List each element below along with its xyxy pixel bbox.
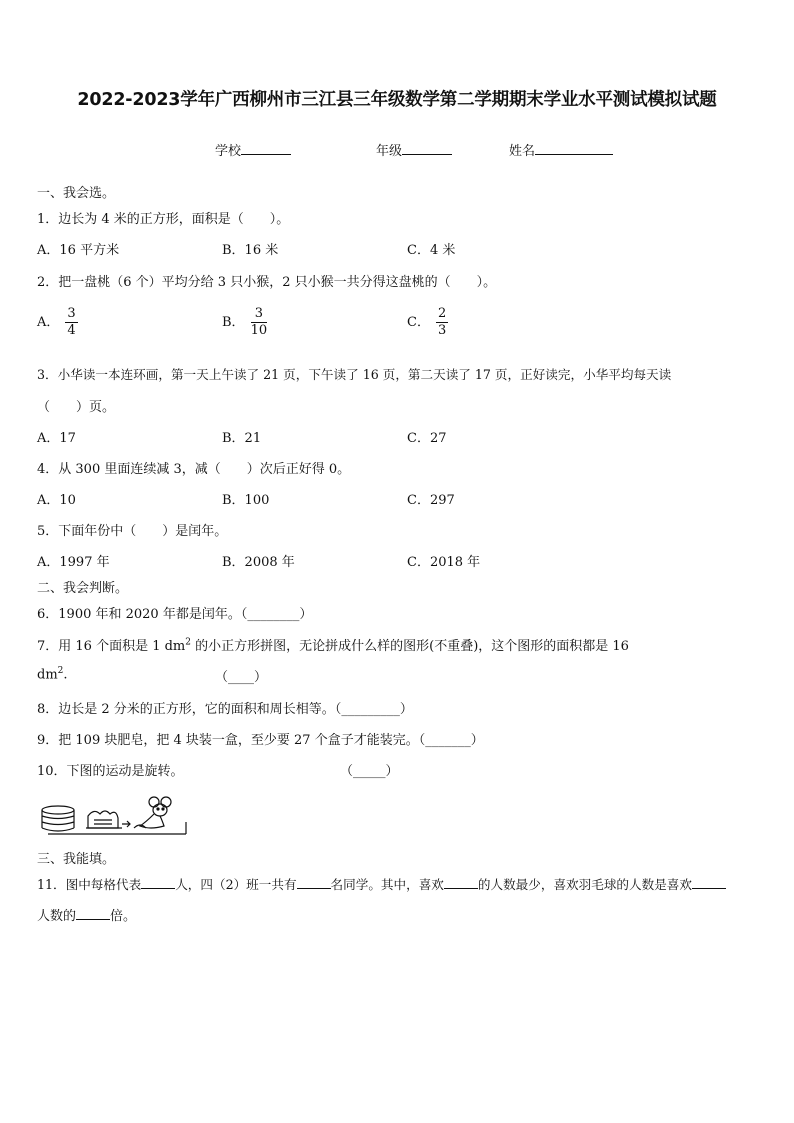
q5-option-b[interactable]: B．2008 年 <box>222 555 295 570</box>
grade-field <box>376 140 452 159</box>
question-2-stem: 2．把一盘桃（6 个）平均分给 3 只小猴，2 只小猴一共分得这盘桃的（ ）。 <box>37 275 497 290</box>
section-2-heading: 二、我会判断。 <box>37 581 129 596</box>
question-7-text-cont: 的小正方形拼图，无论拼成什么样的图形(不重叠)，这个图形的面积都是 16 <box>191 639 629 654</box>
numerator: 3 <box>251 306 268 323</box>
question-11-text: 的人数最少，喜欢羽毛球的人数是喜欢 <box>477 877 692 892</box>
question-4-stem: 4．从 300 里面连续减 3，减（ ）次后正好得 0。 <box>37 462 351 477</box>
question-11-text: 名同学。其中，喜欢 <box>330 877 444 892</box>
q3-option-c[interactable]: C．27 <box>407 431 447 446</box>
question-6-text: 6．1900 年和 2020 年都是闰年。 <box>37 607 241 622</box>
q5-option-a[interactable]: A．1997 年 <box>37 555 110 570</box>
numerator: 2 <box>437 306 447 321</box>
question-11-text: 人数的 <box>37 909 77 924</box>
section-3-heading: 三、我能填。 <box>37 852 116 867</box>
q3-option-a[interactable]: A．17 <box>37 431 76 446</box>
answer-blank[interactable]: （________） <box>240 607 313 622</box>
q4-option-b[interactable]: B．100 <box>222 493 270 508</box>
question-3-stem-line-1: 3．小华读一本连环画，第一天上午读了 21 页，下午读了 16 页，第二天读了 17 页，正好读完，小华平均每天读 <box>37 367 672 382</box>
question-9 <box>37 729 484 748</box>
answer-blank[interactable] <box>297 876 331 889</box>
q5-option-c[interactable]: C．2018 年 <box>407 555 481 570</box>
section-1-heading: 一、我会选。 <box>37 186 116 201</box>
answer-blank[interactable]: （____） <box>215 670 268 685</box>
question-11-line-1 <box>37 874 726 893</box>
name-blank[interactable] <box>535 141 613 155</box>
grade-blank[interactable] <box>402 141 452 155</box>
name-field <box>509 140 613 159</box>
question-7-text: 7．用 16 个面积是 1 dm <box>37 639 186 654</box>
question-11-line-2 <box>37 905 136 924</box>
q1-option-a[interactable]: A．16 平方米 <box>37 243 120 258</box>
question-11-text: 11．图中每格代表 <box>37 877 142 892</box>
question-7-line-2 <box>37 666 68 682</box>
q2-option-c[interactable] <box>407 306 448 339</box>
period: . <box>63 667 68 683</box>
question-3-stem-line-2: （ ）页。 <box>37 400 116 415</box>
page-title: 2022-2023学年广西柳州市三江县三年级数学第二学期期末学业水平测试模拟试题 <box>77 90 717 110</box>
school-blank[interactable] <box>241 141 291 155</box>
question-8-text: 8．边长是 2 分米的正方形，它的面积和周长相等。 <box>37 702 335 717</box>
fraction <box>436 306 448 339</box>
q3-option-b[interactable]: B．21 <box>222 431 262 446</box>
school-field <box>215 140 291 159</box>
question-9-text: 9．把 109 块肥皂，把 4 块装一盒，至少要 27 个盒子才能装完。 <box>37 733 419 748</box>
question-11-text: 倍。 <box>110 909 137 924</box>
q1-option-b[interactable]: B．16 米 <box>222 243 279 258</box>
q2-option-a[interactable] <box>37 306 78 339</box>
answer-blank[interactable] <box>444 876 478 889</box>
answer-blank[interactable]: （_______） <box>418 733 484 748</box>
unit: dm <box>37 667 58 683</box>
denominator: 4 <box>67 323 76 338</box>
numerator: 3 <box>67 306 76 321</box>
question-11-text: 人，四（2）班一共有 <box>175 877 297 892</box>
question-1-stem: 1．边长为 4 米的正方形，面积是（ ）。 <box>37 212 290 227</box>
superscript: 2 <box>185 637 191 648</box>
q4-option-c[interactable]: C．297 <box>407 493 455 508</box>
superscript: 2 <box>57 666 64 676</box>
answer-blank[interactable] <box>692 876 726 889</box>
q2-option-a-label: A． <box>37 315 60 330</box>
question-8 <box>37 698 413 717</box>
question-7-line-1 <box>37 635 629 654</box>
name-label: 姓名 <box>509 144 536 159</box>
q1-option-c[interactable]: C．4 米 <box>407 243 456 258</box>
answer-blank[interactable]: （_________） <box>334 702 413 717</box>
answer-blank[interactable] <box>76 907 110 920</box>
rotation-figure <box>38 790 188 838</box>
denominator: 3 <box>437 323 447 338</box>
question-10-text: 10．下图的运动是旋转。 <box>37 764 184 779</box>
q4-option-a[interactable]: A．10 <box>37 493 76 508</box>
q2-option-b-label: B． <box>222 315 245 330</box>
answer-blank[interactable]: （_____） <box>340 764 399 779</box>
denominator: 10 <box>250 323 268 338</box>
fraction <box>251 306 268 339</box>
question-5-stem: 5．下面年份中（ ）是闰年。 <box>37 524 228 539</box>
q2-option-c-label: C． <box>407 315 430 330</box>
school-label: 学校 <box>215 144 242 159</box>
fraction <box>65 306 77 339</box>
question-6 <box>37 603 312 622</box>
answer-blank[interactable] <box>141 876 175 889</box>
grade-label: 年级 <box>376 144 403 159</box>
q2-option-b[interactable] <box>222 306 267 339</box>
